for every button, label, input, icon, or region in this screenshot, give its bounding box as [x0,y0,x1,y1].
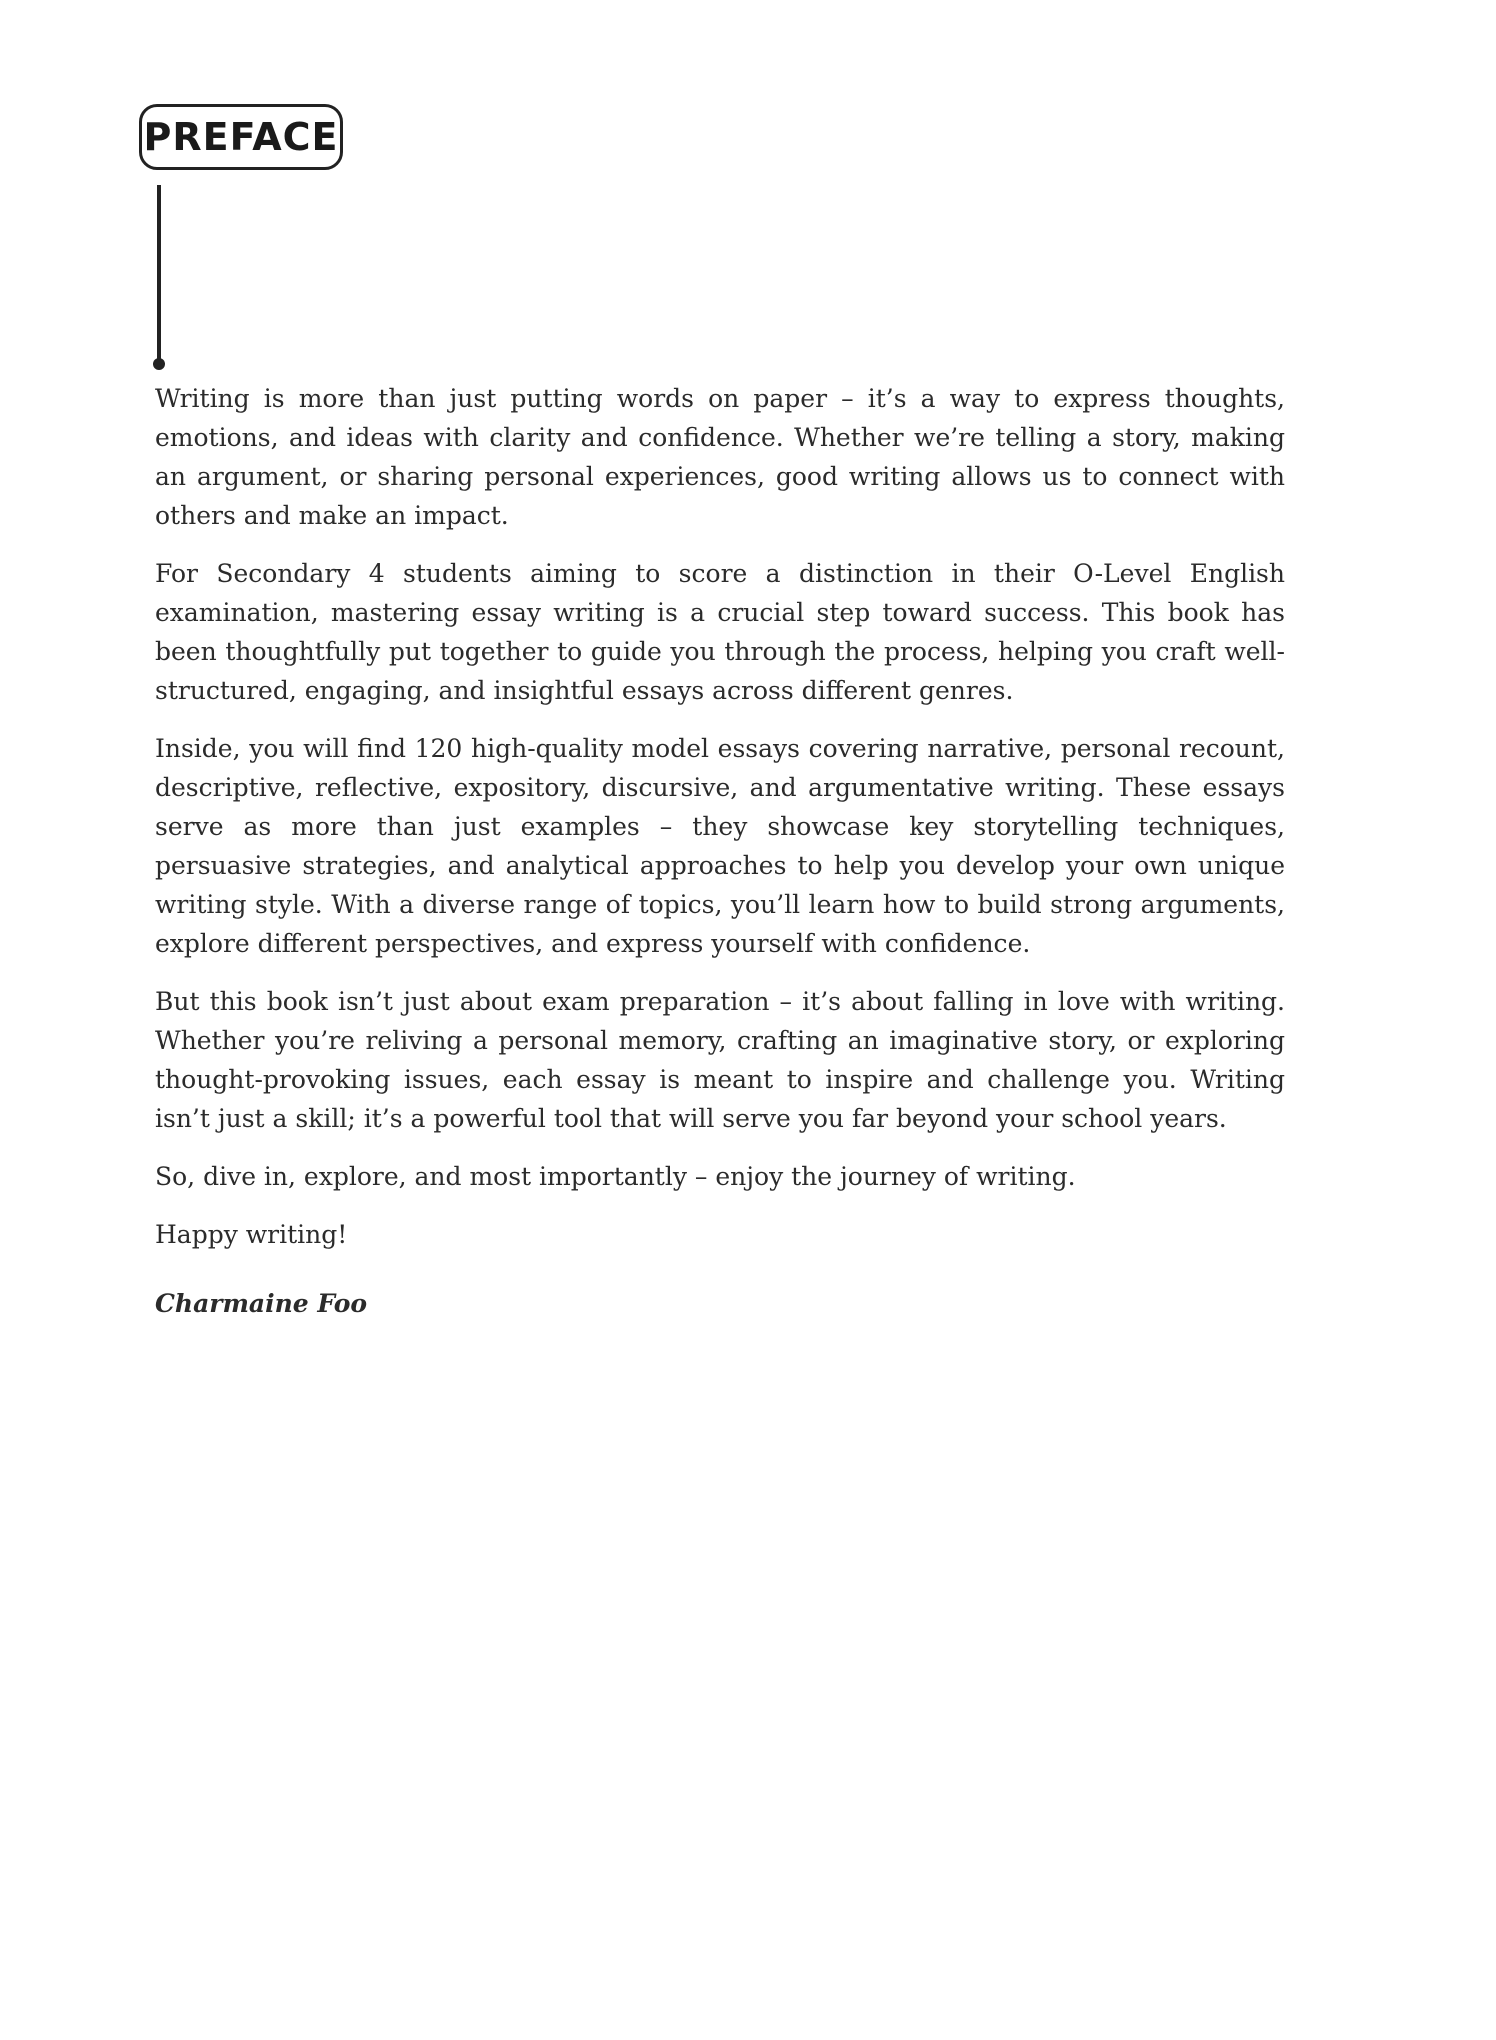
paragraph-purpose: For Secondary 4 students aiming to score a distinction in their O-Level English examination, mastering essay writing is a crucial step toward success. This book has been thoughtfully put together to guide you through the process, helping you craft well-structured, engaging, and insightful essays across different genres. [155,559,1285,705]
paragraph-intro: Writing is more than just putting words on paper – it’s a way to express thoughts, emotions, and ideas with clarity and confidence. Whether we’re telling a story, making an argument, or sharing personal experiences, good writing allows us to connect with others and make an impact. [155,384,1285,530]
author-signature: Charmaine Foo [155,1289,368,1318]
paragraph-encouragement: So, dive in, explore, and most importantly – enjoy the journey of writing. [155,1162,1076,1191]
paragraph-sign-off: Happy writing! [155,1220,348,1249]
paragraph-contents: Inside, you will find 120 high-quality model essays covering narrative, personal recount, descriptive, reflective, expository, discursive, and argumentative writing. These essays serve as more than just examples – they showcase key storytelling techniques, persuasive strategies, and analytical approaches to help you develop your own unique writing style. With a diverse range of topics, you’ll learn how to build strong arguments, explore different perspectives, and express yourself with confidence. [155,734,1285,958]
paragraph-beyond-exams: But this book isn’t just about exam preparation – it’s about falling in love with writing. Whether you’re reliving a personal memory, crafting an imaginative story, or exploring thought-provoking issues, each essay is meant to inspire and challenge you. Writing isn’t just a skill; it’s a powerful tool that will serve you far beyond your school years. [155,987,1285,1133]
heading-connector-line [157,185,161,359]
heading-connector-dot [153,358,165,370]
preface-body [155,379,1285,1323]
preface-heading: PREFACE [139,104,343,170]
